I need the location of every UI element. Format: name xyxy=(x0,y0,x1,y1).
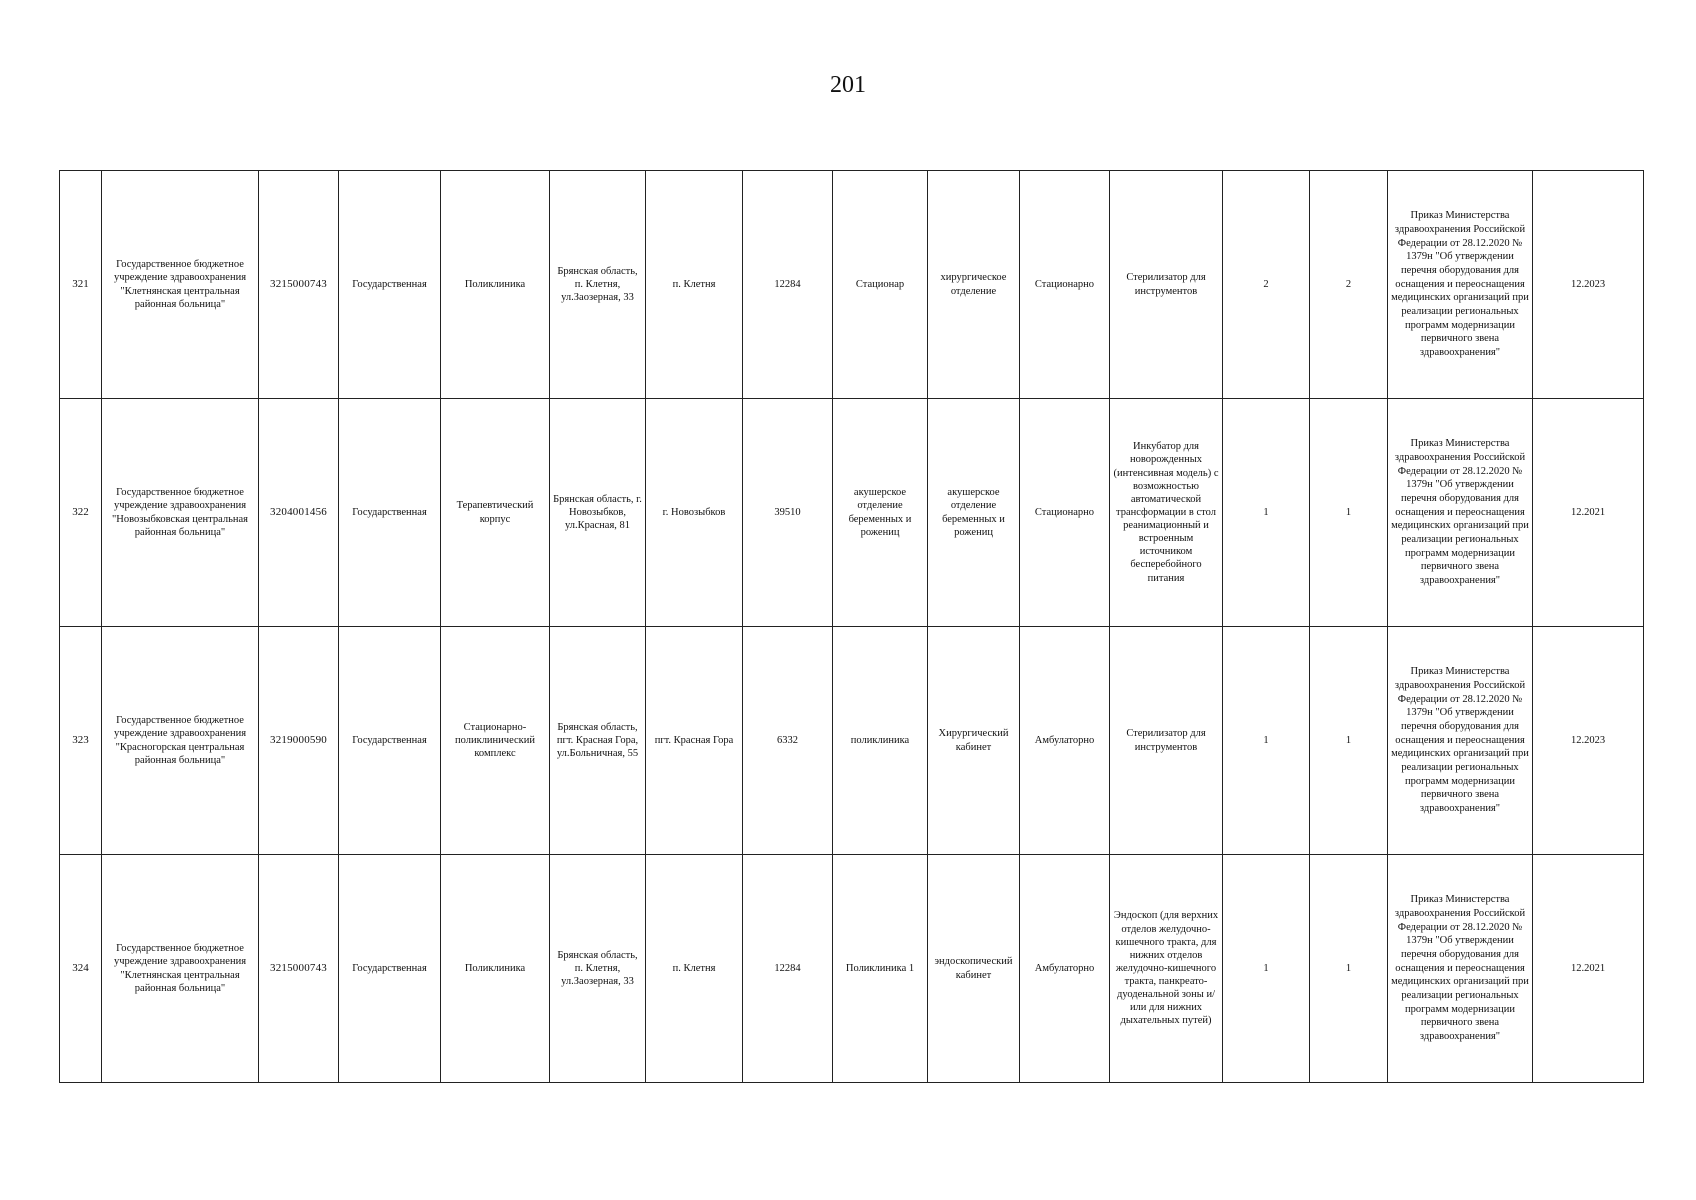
regulatory-order: Приказ Министерства здравоохранения Российской Федерации от 28.12.2020 № 1379н "Об утверждении перечня оборудования для оснащения и переоснащения медицинских организаций при реализации региональных программ модернизации первичного звена здравоохранения" xyxy=(1388,171,1533,399)
building-type: Поликлиника xyxy=(441,171,550,399)
table-row xyxy=(60,399,1644,627)
organization-name: Государственное бюджетное учреждение здравоохранения "Клетнянская центральная районная больница" xyxy=(102,855,259,1083)
population: 12284 xyxy=(743,855,833,1083)
unit: Стационар xyxy=(833,171,928,399)
quantity-fact: 1 xyxy=(1310,627,1388,855)
population: 39510 xyxy=(743,399,833,627)
equipment-name: Инкубатор для новорожденных (интенсивная модель) с возможностью автоматической трансформации в стол реанимационный и встроенным источником бесперебойного питания xyxy=(1110,399,1223,627)
unit: Поликлиника 1 xyxy=(833,855,928,1083)
quantity-fact: 1 xyxy=(1310,399,1388,627)
population: 6332 xyxy=(743,627,833,855)
delivery-date: 12.2021 xyxy=(1533,855,1644,1083)
row-number: 323 xyxy=(60,627,102,855)
address: Брянская область, п. Клетня, ул.Заозерная, 33 xyxy=(550,855,646,1083)
ownership-form: Государственная xyxy=(339,171,441,399)
address: Брянская область, п. Клетня, ул.Заозерная, 33 xyxy=(550,171,646,399)
delivery-date: 12.2023 xyxy=(1533,627,1644,855)
organization-inn: 3204001456 xyxy=(259,399,339,627)
organization-inn: 3215000743 xyxy=(259,171,339,399)
care-form: Стационарно xyxy=(1020,171,1110,399)
ownership-form: Государственная xyxy=(339,855,441,1083)
organization-name: Государственное бюджетное учреждение здравоохранения "Клетнянская центральная районная больница" xyxy=(102,171,259,399)
unit: акушерское отделение беременных и рожениц xyxy=(833,399,928,627)
settlement: п. Клетня xyxy=(646,171,743,399)
delivery-date: 12.2021 xyxy=(1533,399,1644,627)
building-type: Терапевтический корпус xyxy=(441,399,550,627)
quantity-plan: 1 xyxy=(1223,627,1310,855)
quantity-plan: 2 xyxy=(1223,171,1310,399)
department: акушерское отделение беременных и рожениц xyxy=(928,399,1020,627)
regulatory-order: Приказ Министерства здравоохранения Российской Федерации от 28.12.2020 № 1379н "Об утверждении перечня оборудования для оснащения и переоснащения медицинских организаций при реализации региональных программ модернизации первичного звена здравоохранения" xyxy=(1388,855,1533,1083)
table-row xyxy=(60,627,1644,855)
organization-inn: 3215000743 xyxy=(259,855,339,1083)
organization-name: Государственное бюджетное учреждение здравоохранения "Новозыбковская центральная районная больница" xyxy=(102,399,259,627)
address: Брянская область, г. Новозыбков, ул.Красная, 81 xyxy=(550,399,646,627)
page-number: 201 xyxy=(830,72,866,98)
building-type: Поликлиника xyxy=(441,855,550,1083)
quantity-fact: 2 xyxy=(1310,171,1388,399)
settlement: п. Клетня xyxy=(646,855,743,1083)
row-number: 321 xyxy=(60,171,102,399)
equipment-name: Эндоскоп (для верхних отделов желудочно-кишечного тракта, для нижних отделов желудочно-кишечного тракта, панкреато-дуоденальной зоны и/или для нижних дыхательных путей) xyxy=(1110,855,1223,1083)
ownership-form: Государственная xyxy=(339,627,441,855)
table-row xyxy=(60,855,1644,1083)
address: Брянская область, пгт. Красная Гора, ул.Больничная, 55 xyxy=(550,627,646,855)
organization-name: Государственное бюджетное учреждение здравоохранения "Красногорская центральная районная больница" xyxy=(102,627,259,855)
care-form: Стационарно xyxy=(1020,399,1110,627)
delivery-date: 12.2023 xyxy=(1533,171,1644,399)
unit: поликлиника xyxy=(833,627,928,855)
care-form: Амбулаторно xyxy=(1020,855,1110,1083)
population: 12284 xyxy=(743,171,833,399)
regulatory-order: Приказ Министерства здравоохранения Российской Федерации от 28.12.2020 № 1379н "Об утверждении перечня оборудования для оснащения и переоснащения медицинских организаций при реализации региональных программ модернизации первичного звена здравоохранения" xyxy=(1388,399,1533,627)
quantity-fact: 1 xyxy=(1310,855,1388,1083)
quantity-plan: 1 xyxy=(1223,855,1310,1083)
row-number: 322 xyxy=(60,399,102,627)
department: Хирургический кабинет xyxy=(928,627,1020,855)
equipment-registry-table xyxy=(59,170,1644,1083)
equipment-name: Стерилизатор для инструментов xyxy=(1110,171,1223,399)
settlement: пгт. Красная Гора xyxy=(646,627,743,855)
care-form: Амбулаторно xyxy=(1020,627,1110,855)
settlement: г. Новозыбков xyxy=(646,399,743,627)
table-row xyxy=(60,171,1644,399)
ownership-form: Государственная xyxy=(339,399,441,627)
building-type: Стационарно-поликлинический комплекс xyxy=(441,627,550,855)
equipment-name: Стерилизатор для инструментов xyxy=(1110,627,1223,855)
quantity-plan: 1 xyxy=(1223,399,1310,627)
department: хирургическое отделение xyxy=(928,171,1020,399)
department: эндоскопический кабинет xyxy=(928,855,1020,1083)
organization-inn: 3219000590 xyxy=(259,627,339,855)
regulatory-order: Приказ Министерства здравоохранения Российской Федерации от 28.12.2020 № 1379н "Об утверждении перечня оборудования для оснащения и переоснащения медицинских организаций при реализации региональных программ модернизации первичного звена здравоохранения" xyxy=(1388,627,1533,855)
row-number: 324 xyxy=(60,855,102,1083)
